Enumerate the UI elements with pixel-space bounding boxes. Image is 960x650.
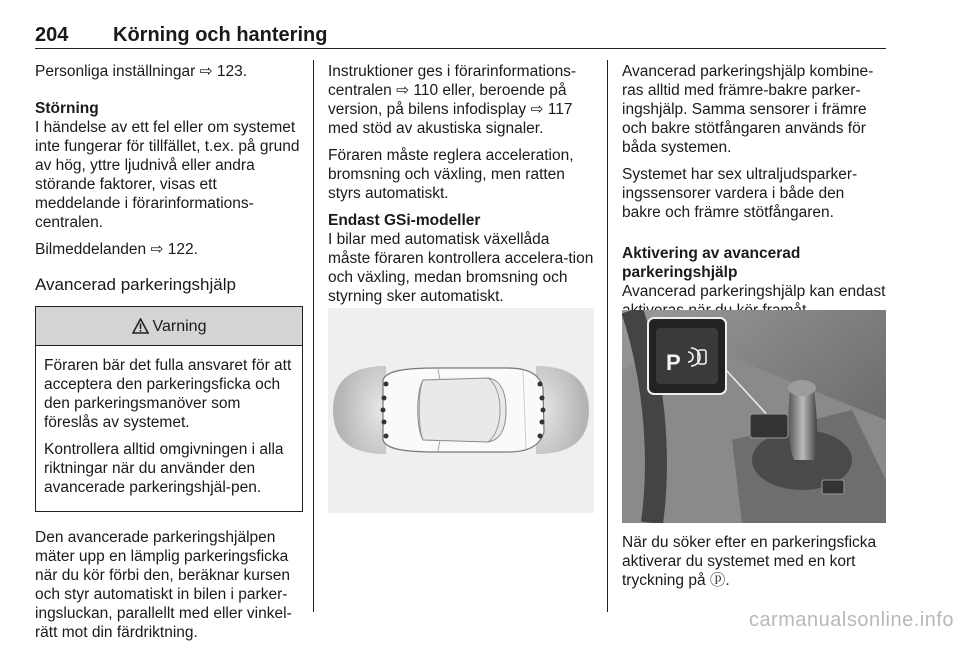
- column-divider: [607, 60, 608, 612]
- sensorer-text: Systemet har sex ultraljudsparker-ingssensorer vardera i både den bakre och främre stötfångaren.: [622, 166, 858, 221]
- car-top-view: [383, 368, 544, 452]
- gsi-text: I bilar med automatisk växellåda måste föraren kontrollera accelera-tion och växling, medan bromsning och styrning sker automatiskt.: [328, 231, 594, 305]
- section-heading: Avancerad parkeringshjälp: [35, 275, 236, 294]
- warning-text-1: Föraren bär det fulla ansvaret för att acceptera den parkeringsficka och den parkeringsmanöver som föreslås av systemet.: [44, 357, 292, 431]
- personliga-ref: Personliga inställningar ⇨ 123.: [35, 63, 248, 80]
- page-number: 204: [35, 24, 69, 46]
- column-3: [622, 62, 887, 328]
- parking-button-label: P: [666, 350, 681, 375]
- foraren-text: Föraren måste reglera acceleration, bromsning och växling, men ratten styrs automatiskt.: [328, 147, 574, 202]
- gsi-heading: Endast GSi-modeller: [328, 212, 481, 229]
- warning-title: Varning: [152, 317, 207, 335]
- sok-text: När du söker efter en parkeringsficka aktiverar du systemet med en kort tryckning på ⓟ.: [622, 534, 877, 589]
- kombineras-text: Avancerad parkeringshjälp kombine-ras alltid med främre-bakre parker-ingshjälp. Samma sensorer i främre och bakre stötfångaren används för båda systemen.: [622, 63, 874, 156]
- warning-header: [36, 307, 302, 346]
- column-3-bottom: [622, 533, 887, 598]
- watermark: carmanualsonline.info: [748, 609, 954, 631]
- column-divider: [313, 60, 314, 612]
- warning-box: [35, 306, 303, 512]
- storning-text: I händelse av ett fel eller om systemet inte fungerar för tillfället, t.ex. på grund av hög, yttre ljudnivå eller andra störande faktorer, visas ett meddelande i förarinformations-centralen.: [35, 119, 300, 231]
- page-title: Körning och hantering: [113, 24, 328, 46]
- aktivering-heading: Aktivering av avancerad parkeringshjälp: [622, 245, 801, 281]
- warning-triangle-icon: [132, 318, 149, 334]
- aktivering-text: Avancerad parkeringshjälp kan endast: [622, 283, 886, 300]
- instruktioner-text: Instruktioner ges i förarinformations-centralen ⇨ 110 eller, beroende på version, på bilens infodisplay ⇨ 117 med stöd av akustiska signaler.: [328, 63, 577, 137]
- warning-body: [36, 346, 302, 511]
- console-button-illustration: [622, 310, 886, 523]
- button-zoom-callout: [648, 318, 726, 394]
- storning-heading: Störning: [35, 100, 99, 117]
- column-1: [35, 62, 303, 650]
- warning-text-2: Kontrollera alltid omgivningen i alla riktningar när du använder den avancerade parkeringshjäl-pen.: [44, 441, 284, 496]
- column-2: [328, 62, 594, 314]
- page-header: [35, 18, 886, 49]
- car-sensor-illustration: [328, 308, 594, 513]
- description-text: Den avancerade parkeringshjälpen mäter upp en lämplig parkeringsficka när du kör förbi den, beräknar kursen och styr automatiskt in bilen i parker-ingsluckan, parallellt med eller vinkel-rätt mot din färdriktning.: [35, 529, 292, 641]
- bilmeddelanden-ref: Bilmeddelanden ⇨ 122.: [35, 241, 198, 258]
